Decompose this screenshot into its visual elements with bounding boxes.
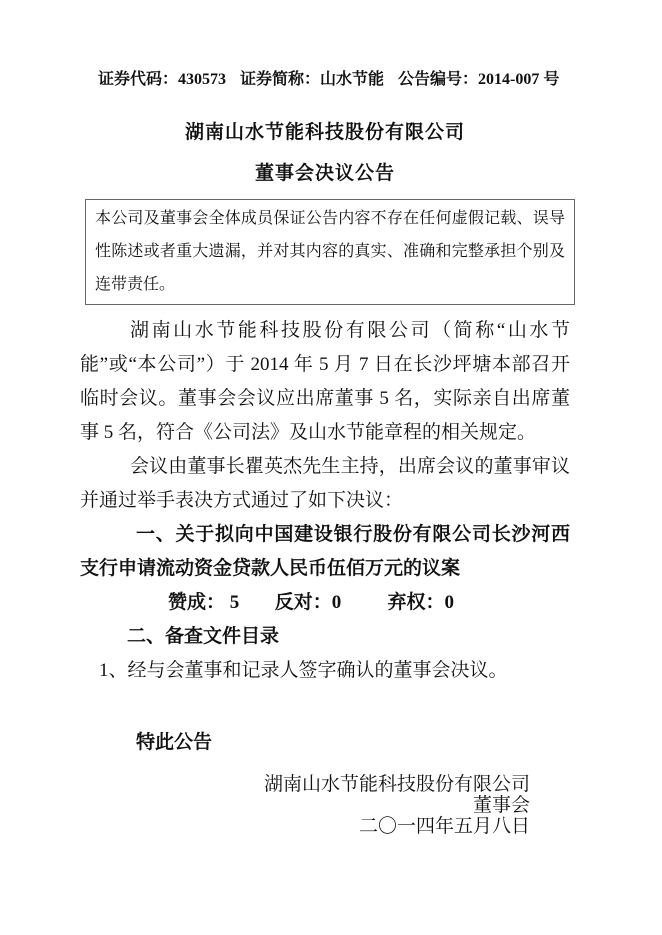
signature-block [80, 774, 570, 837]
document-title: 董事会决议公告 [254, 163, 395, 184]
signature-date: 二〇一四年五月八日 [358, 816, 530, 837]
disclaimer-text: 本公司及董事会全体成员保证公告内容不存在任何虚假记载、误导性陈述或者重大遗漏，并对其内容的真实、准确和完整承担个别及连带责任。 [95, 210, 565, 293]
vote-approve: 赞成： 5 [168, 592, 240, 613]
stock-short-name: 证券简称：山水节能 [240, 71, 385, 88]
documents-section-title: 二、备查文件目录 [127, 626, 280, 647]
disclaimer-box [85, 199, 575, 305]
page-content [80, 70, 570, 837]
vote-against: 反对：0 [274, 592, 342, 613]
paragraph-meeting-intro: 湖南山水节能科技股份有限公司（简称“山水节能”或“本公司”）于 2014 年 5 月 7 日在长沙坪塘本部召开临时会议。董事会会议应出席董事 5 名，实际亲自出席董事 5 名，符合《公司法》及山水节能章程的相关规定。 [80, 320, 570, 443]
document-body [80, 314, 570, 688]
company-title: 湖南山水节能科技股份有限公司 [184, 122, 465, 143]
securities-info-line [98, 70, 570, 90]
stock-code: 证券代码：430573 [98, 71, 227, 88]
closing-statement: 特此公告 [136, 732, 213, 753]
resolution-title: 一、关于拟向中国建设银行股份有限公司长沙河西支行申请流动资金贷款人民币伍佰万元的议案 [80, 524, 570, 579]
vote-abstain: 弃权：0 [387, 592, 455, 613]
signature-board: 董事会 [472, 795, 530, 816]
announcement-number: 公告编号：2014-007 号 [398, 71, 560, 88]
paragraph-meeting-host: 会议由董事长瞿英杰先生主持，出席会议的董事审议并通过举手表决方式通过了如下决议： [80, 456, 570, 511]
signature-company: 湖南山水节能科技股份有限公司 [263, 774, 530, 795]
vote-result-line [80, 586, 570, 620]
documents-section-item: 1、经与会董事和记录人签字确认的董事会决议。 [99, 660, 508, 681]
